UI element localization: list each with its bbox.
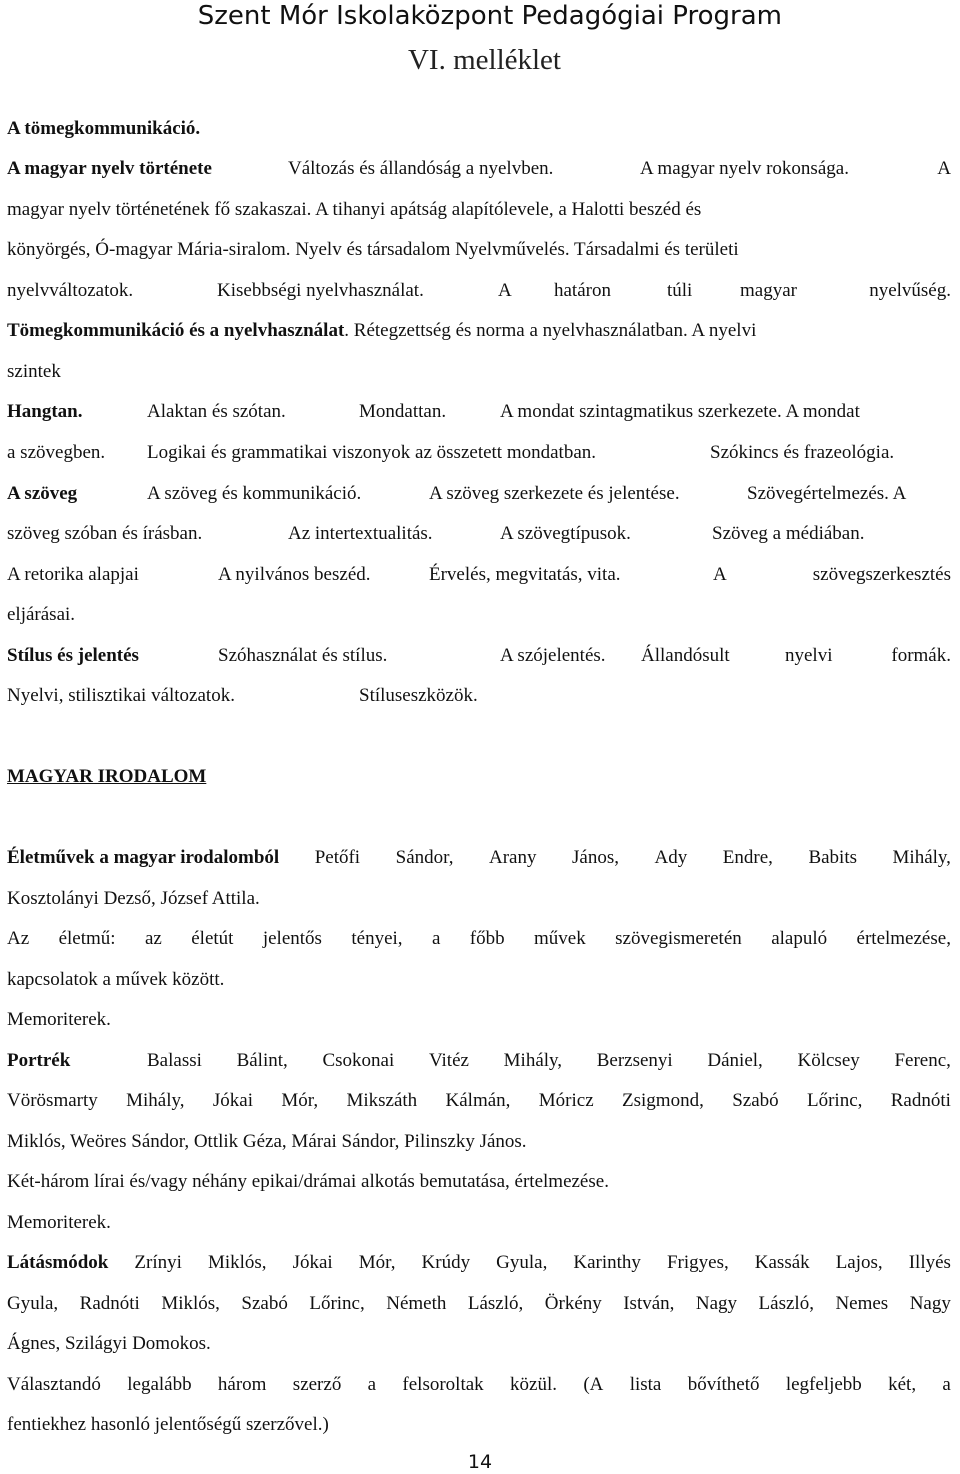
text-line: Gyula, Radnóti Miklós, Szabó Lőrinc, Németh László, Örkény István, Nagy László, Nemes Nagy (7, 1293, 951, 1314)
text-line: A retorika alapjai A nyilvános beszéd. Érvelés, megvitatás, vita. A szövegszerkesztés (7, 564, 951, 585)
text-line: magyar nyelv történetének fő szakaszai. A tihanyi apátság alapítólevele, a Halotti beszéd és (7, 199, 702, 220)
text-line: Választandó legalább három szerző a felsoroltak közül. (A lista bővíthető legfeljebb két, a (7, 1374, 951, 1395)
text-line: fentiekhez hasonló jelentőségű szerzővel.) (7, 1414, 329, 1435)
text-line: a szövegben. Logikai és grammatikai viszonyok az összetett mondatban. Szókincs és frazeológia. (7, 442, 895, 463)
text-line: Kosztolányi Dezső, József Attila. (7, 888, 260, 909)
text-line: nyelvváltozatok. Kisebbségi nyelvhasználat. A határon túli magyar nyelvűség. (7, 280, 951, 301)
text-line: Miklós, Weöres Sándor, Ottlik Géza, Márai Sándor, Pilinszky János. (7, 1131, 527, 1152)
line-portraits: Portrék Balassi Bálint, Csokonai Vitéz Mihály, Berzsenyi Dániel, Kölcsey Ferenc, (7, 1050, 951, 1071)
page-number: 14 (467, 1451, 493, 1473)
text-line: szöveg szóban és írásban. Az intertextualitás. A szövegtípusok. Szöveg a médiában. (7, 523, 865, 544)
text-line: Tömegkommunikáció és a nyelvhasználat. Rétegzettség és norma a nyelvhasználatban. A nyelvi (7, 320, 757, 341)
text-line: Ágnes, Szilágyi Domokos. (7, 1333, 211, 1354)
text-line: Nyelvi, stilisztikai változatok. Stíluseszközök. (7, 685, 478, 706)
line-style-meaning: Stílus és jelentés Szóhasználat és stílus. A szójelentés. Állandósult nyelvi formák. (7, 645, 951, 666)
text-line: Memoriterek. (7, 1212, 111, 1233)
line-language-history: A magyar nyelv története Változás és állandóság a nyelvben. A magyar nyelv rokonsága. A (7, 158, 951, 179)
line-text-topic: A szöveg A szöveg és kommunikáció. A szöveg szerkezete és jelentése. Szövegértelmezés. A (7, 483, 907, 504)
text-line: Az életmű: az életút jelentős tényei, a főbb művek szövegismeretén alapuló értelmezése, (7, 928, 951, 949)
text-line: kapcsolatok a művek között. (7, 969, 225, 990)
text-line: könyörgés, Ó-magyar Mária-siralom. Nyelv és társadalom Nyelvművelés. Társadalmi és területi (7, 239, 739, 260)
section-heading-mass-communication: A tömegkommunikáció. (7, 118, 201, 139)
text-line: Két-három lírai és/vagy néhány epikai/drámai alkotás bemutatása, értelmezése. (7, 1171, 609, 1192)
line-phonology: Hangtan. Alaktan és szótan. Mondattan. A mondat szintagmatikus szerkezete. A mondat (7, 401, 860, 422)
document-header-subtitle: VI. melléklet (407, 44, 561, 76)
section-heading-hungarian-literature: MAGYAR IRODALOM (7, 766, 207, 787)
line-life-works: Életművek a magyar irodalomból Petőfi Sándor, Arany János, Ady Endre, Babits Mihály, (7, 847, 951, 868)
line-perspectives: Látásmódok Zrínyi Miklós, Jókai Mór, Krúdy Gyula, Karinthy Frigyes, Kassák Lajos, Illyés (7, 1252, 951, 1273)
text-line: Vörösmarty Mihály, Jókai Mór, Mikszáth Kálmán, Móricz Zsigmond, Szabó Lőrinc, Radnóti (7, 1090, 951, 1111)
text-line: Memoriterek. (7, 1009, 111, 1030)
text-line: eljárásai. (7, 604, 76, 625)
document-header-title: Szent Mór Iskolaközpont Pedagógiai Program (197, 1, 782, 31)
text-line: szintek (7, 361, 61, 382)
